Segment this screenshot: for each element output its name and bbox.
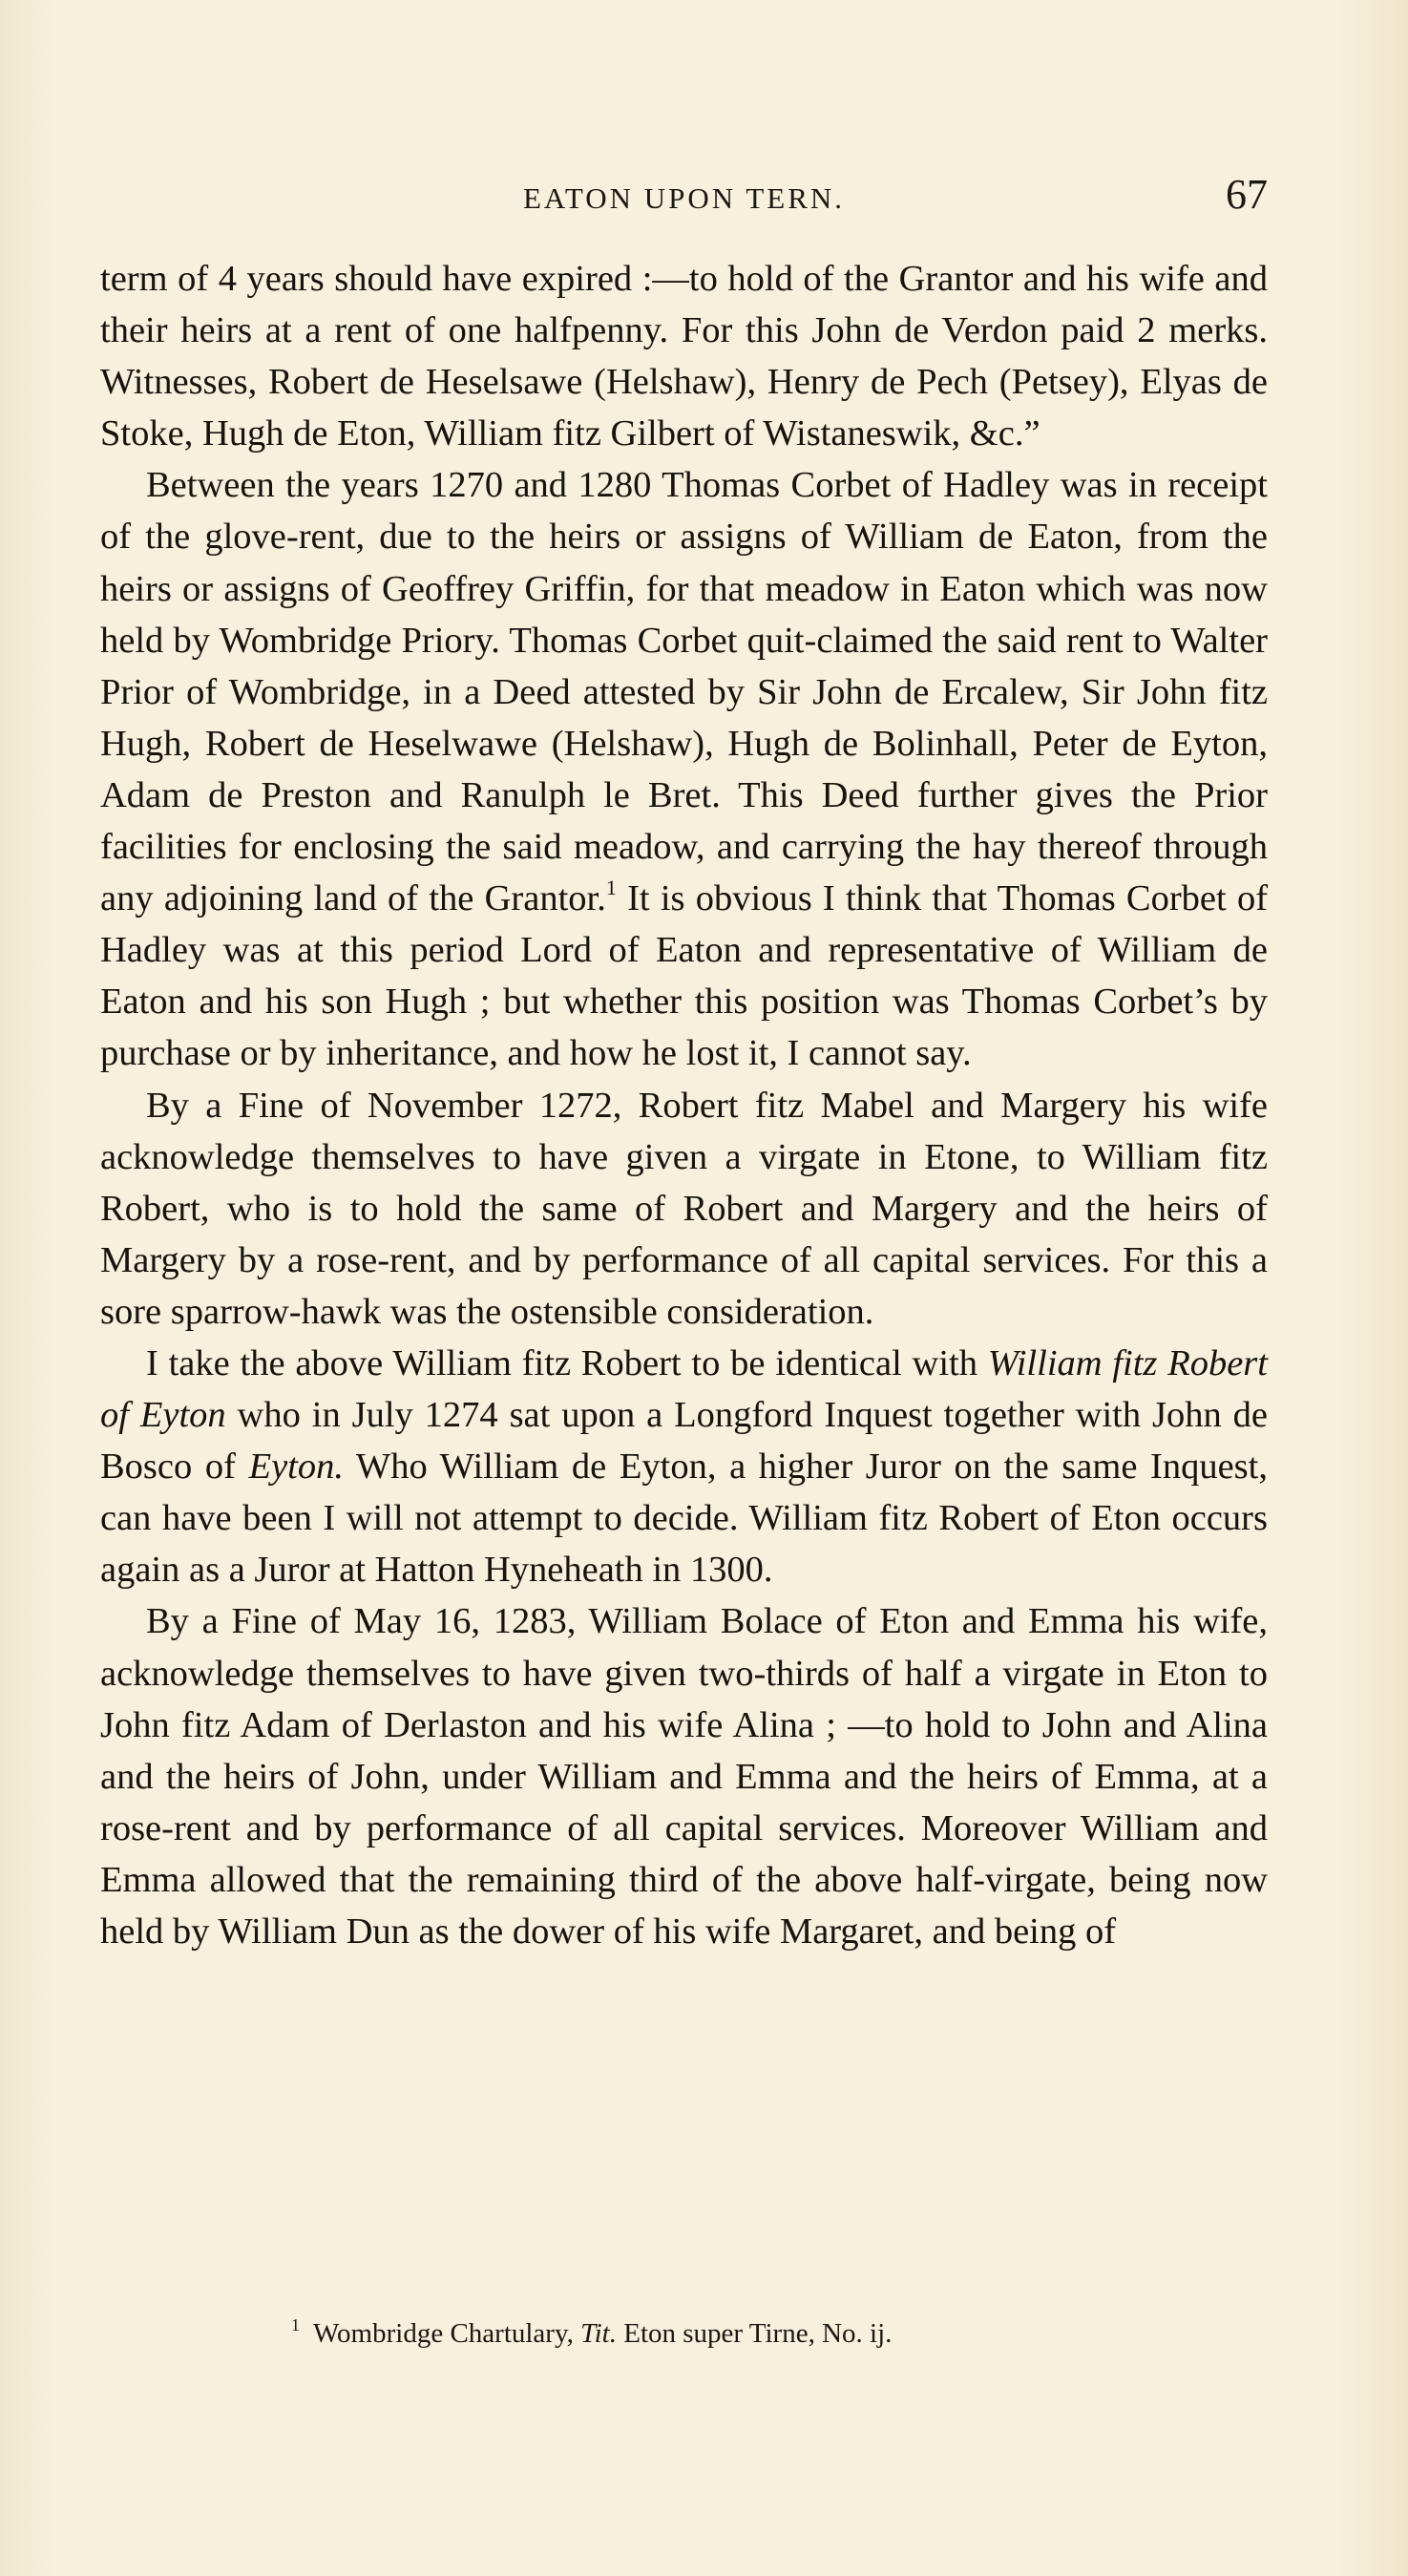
paragraph-text: By a Fine of May 16, 1283, William Bolace of Eton and Emma his wife, acknowledge themselves to have given two-thirds of half a virgate in Eton to John fitz Adam of Derlaston and his wife Alina ; —to hold to John and Alina and the heirs of John, under William and Emma and the heirs of Emma, at a rose-rent and by performance of all capital services. Moreover William and Emma allowed that the remaining third of the above half-virgate, being now held by William Dun as the dower of his wife Margaret, and being of xyxy=(100,1601,1268,1952)
paragraph-text: term of 4 years should have expired :—to hold of the Grantor and his wife and their heirs at a rent of one halfpenny. For this John de Verdon paid 2 merks. Witnesses, Robert de Heselsawe (Helshaw), Henry de Pech (Petsey), Elyas de Stoke, Hugh de Eton, William fitz Gilbert of Wistaneswik, &c.” xyxy=(100,259,1268,454)
italic-name: William fitz Robert of Eyton xyxy=(100,1342,1268,1436)
paragraph-fitz-robert xyxy=(100,1338,1268,1595)
paragraph-fine-1283 xyxy=(100,1595,1268,1957)
paragraph-continuation xyxy=(100,253,1268,459)
footnote-mark: 1 xyxy=(291,2315,300,2334)
italic-place: Eyton. xyxy=(248,1446,344,1488)
paragraph-text: It is obvious I think that Thomas Corbet of Hadley was at this period Lord of Eaton and representative of William de Eaton and his son Hugh ; but whether this position was Thomas Corbet’s by purchase or by inheritance, and how he lost it, I cannot say. xyxy=(100,878,1269,1074)
paragraph-corbet xyxy=(100,459,1268,1079)
page-header xyxy=(100,170,1268,227)
page-number: 67 xyxy=(1226,171,1268,218)
footnote-reference[interactable]: 1 xyxy=(605,876,617,900)
footnote-italic: Tit. xyxy=(580,2318,617,2349)
running-title: EATON UPON TERN. xyxy=(522,181,846,215)
paragraph-text: Between the years 1270 and 1280 Thomas Corbet of Hadley was in receipt of the glove-rent, due to the heirs or assigns of William de Eaton, from the heirs or assigns of Geoffrey Griffin, for that meadow in Eaton which was now held by Wombridge Priory. Thomas Corbet quit-claimed the said rent to Walter Prior of Wombridge, in a Deed attested by Sir John de Ercalew, Sir John fitz Hugh, Robert de Heselwawe (Helshaw), Hugh de Bolinhall, Peter de Eyton, Adam de Preston and Ranulph le Bret. This Deed further gives the Prior facilities for enclosing the said meadow, and carrying the hay thereof through any adjoining land of the Grantor. xyxy=(100,465,1268,919)
body-text xyxy=(100,253,1268,1957)
paragraph-text: who in July 1274 sat upon a Longford Inquest together with John de Bosco of xyxy=(100,1395,1268,1488)
footnote-text: Eton super Tirne, No. ij. xyxy=(616,2318,893,2349)
paragraph-text: Who William de Eyton, a higher Juror on the same Inquest, can have been I will not attempt to decide. William fitz Robert of Eton occurs again as a Juror at Hatton Hyneheath in 1300. xyxy=(100,1446,1268,1591)
paragraph-text: By a Fine of November 1272, Robert fitz Mabel and Margery his wife acknowledge themselves to have given a virgate in Etone, to William fitz Robert, who is to hold the same of Robert and Margery and the heirs of Margery by a rose-rent, and by performance of all capital services. For this a sore sparrow-hawk was the ostensible consideration. xyxy=(100,1085,1268,1332)
paragraph-fine-1272 xyxy=(100,1080,1268,1338)
paragraph-text: I take the above William fitz Robert to be identical with xyxy=(146,1342,988,1383)
footnote-text: Wombridge Chartulary, xyxy=(313,2318,581,2349)
footnote xyxy=(100,2314,1268,2353)
